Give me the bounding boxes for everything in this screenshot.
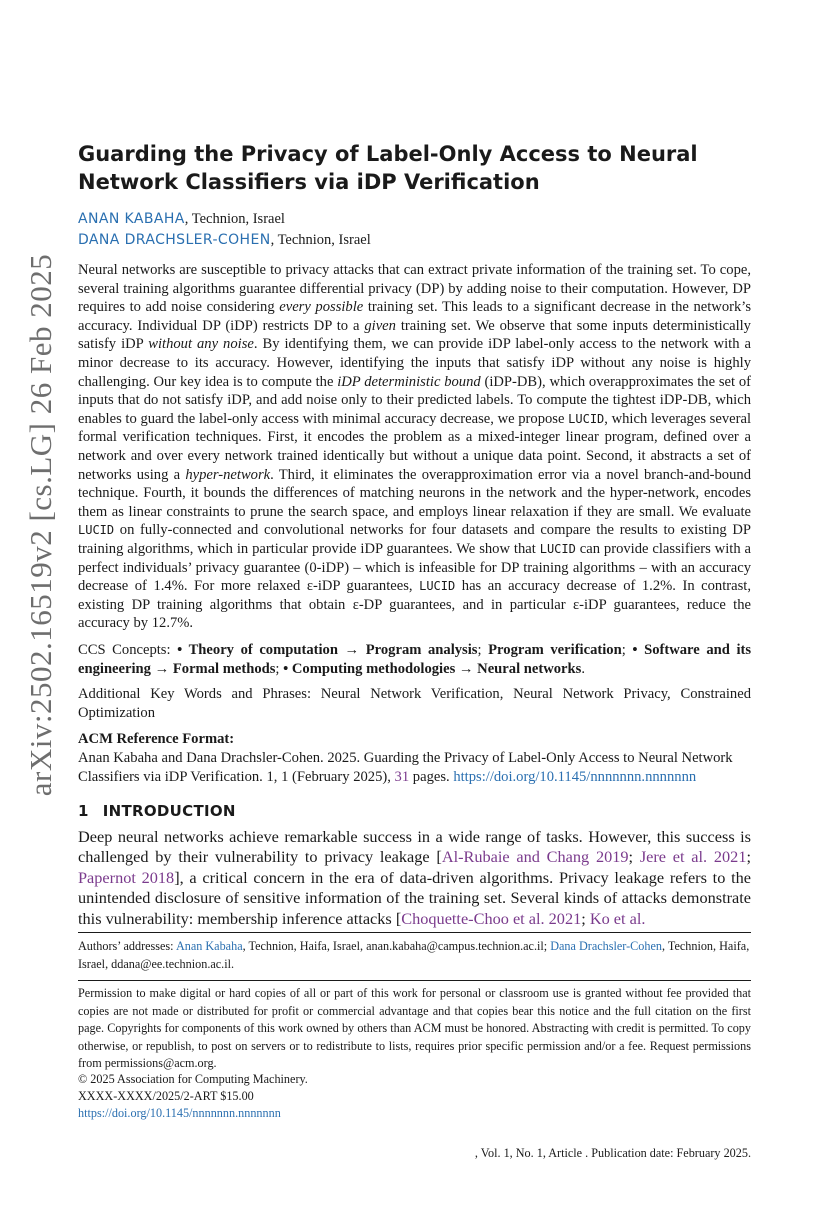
permission-divider	[78, 980, 751, 981]
paper-title: Guarding the Privacy of Label-Only Access to Neural Network Classifiers via iDP Verification	[78, 142, 698, 194]
citation-link[interactable]: Al-Rubaie and Chang 2019	[441, 847, 629, 867]
section-title: INTRODUCTION	[102, 802, 236, 820]
doi-link-bottom[interactable]: https://doi.org/10.1145/nnnnnnn.nnnnnnn	[78, 1106, 281, 1120]
citation-link[interactable]: Ko et al.	[589, 908, 646, 928]
tool-name: LUCID	[539, 541, 576, 556]
page-footer: , Vol. 1, No. 1, Article . Publication date: February 2025.	[474, 1146, 751, 1160]
author-line-1	[78, 210, 285, 229]
copyright-line: © 2025 Association for Computing Machinery.	[78, 1072, 308, 1086]
keywords: Additional Key Words and Phrases: Neural Network Verification, Neural Network Privacy, Constrained Optimization	[78, 686, 751, 721]
arxiv-identifier: arXiv:2502.16519v2 [cs.LG] 26 Feb 2025	[23, 253, 58, 797]
footnote-divider	[78, 932, 751, 933]
pages-link[interactable]: 31	[394, 768, 410, 785]
tool-name: LUCID	[568, 411, 605, 426]
reference-format: Anan Kabaha and Dana Drachsler-Cohen. 2025. Guarding the Privacy of Label-Only Access to Neural Network Classifiers via iDP Verification. 1, 1 (February 2025), 31 pages. https://doi.org/10.1145/nnnnnnn.nnnnnnn	[78, 750, 733, 785]
citation-link[interactable]: Jere et al. 2021	[639, 847, 747, 867]
author-name-1[interactable]: ANAN KABAHA	[78, 211, 185, 227]
section-number: 1	[78, 802, 89, 820]
author-name-2[interactable]: DANA DRACHSLER-COHEN	[78, 232, 271, 248]
citation-link[interactable]: Papernot 2018	[78, 867, 175, 887]
author-addresses: Authors’ addresses: Anan Kabaha, Technion, Haifa, Israel, anan.kabaha@campus.technion.ac.il; Dana Drachsler-Cohen, Technion, Haifa, Israel, ddana@ee.technion.ac.il.	[78, 939, 750, 971]
ccs-concepts: CCS Concepts: • Theory of computation → Program analysis; Program verification; • Software and its engineering → Formal methods; • Computing methodologies → Neural networks.	[78, 642, 752, 677]
tool-name: LUCID	[78, 523, 115, 538]
author-address-link-2[interactable]: Dana Drachsler-Cohen	[550, 939, 662, 953]
abstract: Neural networks are susceptible to privacy attacks that can extract private information of the training set. To cope, several training algorithms guarantee differential privacy (DP) by adding noise to their computation. However, DP requires to add noise considering every possible training set. This leads to a significant decrease in the network’s accuracy. Individual DP (iDP) restricts DP to a given training set. We observe that some inputs deterministically satisfy iDP without any noise. By identifying them, we can provide iDP label-only access to the network with a minor decrease to its accuracy. However, identifying the inputs that satisfy iDP without any noise is highly challenging. Our key idea is to compute the iDP deterministic bound (iDP-DB), which overapproximates the set of inputs that do not satisfy iDP, and add noise only to their predicted labels. To compute the tightest iDP-DB, which enables to guard the label-only access with minimal accuracy decrease, we propose LUCID, which leverages several formal verification techniques. First, it encodes the problem as a mixed-integer linear program, defined over a network and over every network trained identically but without a unique data point. Second, it abstracts a set of networks using a hyper-network. Third, it eliminates the overapproximation error via a novel branch-and-bound technique. Fourth, it bounds the differences of matching neurons in the network and the hyper-network, encodes them as linear constraints to prune the search space, and employs linear relaxation if they are small. We evaluate LUCID on fully-connected and convolutional networks for four datasets and compare the results to existing DP training algorithms, which in particular provide iDP guarantees. We show that LUCID can provide classifiers with a perfect individuals’ privacy guarantee (0-iDP) – which is infeasible for DP training algorithms – with an accuracy decrease of 1.4%. For more relaxed ε-iDP guarantees, LUCID has an accuracy decrease of 1.2%. In contrast, existing DP training algorithms that obtain ε-DP guarantees, and in particular ε-iDP guarantees, reduce the accuracy by 12.7%.	[78, 262, 752, 632]
author-affiliation-2: , Technion, Israel	[270, 232, 371, 248]
author-address-link-1[interactable]: Anan Kabaha	[175, 939, 243, 953]
author-affiliation-1: , Technion, Israel	[184, 211, 285, 227]
introduction-text: Deep neural networks achieve remarkable success in a wide range of tasks. However, this success is challenged by their vulnerability to privacy leakage [Al-Rubaie and Chang 2019; Jere et al. 2021; Papernot 2018], a critical concern in the era of data-driven algorithms. Privacy leakage refers to the unintended disclosure of sensitive information of the training set. Several kinds of attacks demonstrate this vulnerability: membership inference attacks [Choquette-Choo et al. 2021; Ko et al.	[78, 827, 751, 928]
tool-name: LUCID	[419, 579, 456, 594]
price-line: XXXX-XXXX/2025/2-ART $15.00	[78, 1089, 254, 1103]
section-heading	[78, 802, 236, 820]
citation-link[interactable]: Choquette-Choo et al. 2021	[401, 908, 582, 928]
doi-link[interactable]: https://doi.org/10.1145/nnnnnnn.nnnnnnn	[453, 768, 697, 785]
permission-notice: Permission to make digital or hard copies of all or part of this work for personal or classroom use is granted without fee provided that copies are not made or distributed for profit or commercial advantage and that copies bear this notice and the full citation on the first page. Copyrights for components of this work owned by others than ACM must be honored. Abstracting with credit is permitted. To copy otherwise, or republish, to post on servers or to redistribute to lists, requires prior specific permission and/or a fee. Request permissions from permissions@acm.org.	[78, 986, 751, 1071]
author-line-2	[78, 231, 371, 250]
reference-format-heading: ACM Reference Format:	[78, 731, 235, 747]
